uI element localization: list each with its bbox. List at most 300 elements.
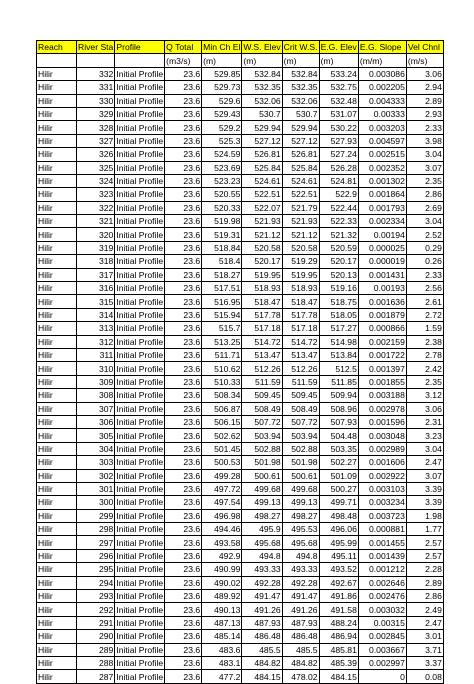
- table-cell: 289: [77, 643, 115, 656]
- table-row: [37, 670, 444, 683]
- table-cell: 313: [77, 322, 115, 335]
- table-cell: 508.49: [242, 402, 282, 415]
- table-cell: 514.98: [319, 335, 358, 348]
- table-cell: 520.33: [202, 201, 242, 214]
- table-cell: 515.94: [202, 308, 242, 321]
- table-cell: 515.7: [202, 322, 242, 335]
- table-cell: 529.43: [202, 107, 242, 120]
- table-cell: (m): [202, 54, 242, 67]
- table-row: [37, 174, 444, 187]
- table-cell: 320: [77, 228, 115, 241]
- table-cell: Hilir: [37, 469, 77, 482]
- table-cell: 23.6: [165, 335, 202, 348]
- table-cell: 532.06: [242, 94, 282, 107]
- table-cell: 0.00315: [358, 616, 406, 629]
- table-cell: 0.003032: [358, 603, 406, 616]
- table-row: [37, 442, 444, 455]
- table-cell: 487.13: [202, 616, 242, 629]
- table-cell: 499.68: [242, 482, 282, 495]
- table-cell: Hilir: [37, 201, 77, 214]
- table-cell: 495.11: [319, 549, 358, 562]
- table-cell: 303: [77, 456, 115, 469]
- table-cell: 520.55: [202, 188, 242, 201]
- table-cell: 2.28: [406, 563, 443, 576]
- table-cell: 517.18: [242, 322, 282, 335]
- table-cell: 486.48: [282, 630, 319, 643]
- table-cell: 524.61: [282, 174, 319, 187]
- table-cell: 2.31: [406, 415, 443, 428]
- table-cell: 0.001793: [358, 201, 406, 214]
- table-cell: 23.6: [165, 94, 202, 107]
- table-cell: 304: [77, 442, 115, 455]
- table-cell: 477.2: [202, 670, 242, 683]
- table-cell: 520.17: [319, 255, 358, 268]
- table-cell: 491.26: [242, 603, 282, 616]
- table-cell: 23.6: [165, 148, 202, 161]
- table-cell: 306: [77, 415, 115, 428]
- table-cell: 522.44: [319, 201, 358, 214]
- table-cell: 487.93: [242, 616, 282, 629]
- table-cell: 301: [77, 482, 115, 495]
- table-row: [37, 322, 444, 335]
- table-cell: 0.002159: [358, 335, 406, 348]
- table-cell: Initial Profile: [116, 390, 164, 401]
- table-cell: 499.13: [282, 496, 319, 509]
- table-cell: 520.58: [242, 241, 282, 254]
- table-cell: 0.003667: [358, 643, 406, 656]
- table-cell: (m): [319, 54, 358, 67]
- table-cell: 23.6: [165, 134, 202, 147]
- table-cell: 517.78: [282, 308, 319, 321]
- table-cell: 519.29: [282, 255, 319, 268]
- table-cell: 0.001212: [358, 563, 406, 576]
- table-cell: Hilir: [37, 134, 77, 147]
- table-cell: 486.94: [319, 630, 358, 643]
- table-cell: Hilir: [37, 496, 77, 509]
- table-cell: 521.12: [282, 228, 319, 241]
- table-cell: Hilir: [37, 482, 77, 495]
- table-cell: 485.5: [282, 643, 319, 656]
- table-cell: Initial Profile: [116, 229, 164, 240]
- table-cell: 314: [77, 308, 115, 321]
- table-cell: 495.53: [282, 523, 319, 536]
- table-cell: 3.07: [406, 161, 443, 174]
- table-cell: 0.001879: [358, 308, 406, 321]
- table-row: [37, 429, 444, 442]
- table-cell: 23.6: [165, 268, 202, 281]
- table-cell: 491.47: [242, 590, 282, 603]
- table-cell: 2.56: [406, 282, 443, 295]
- table-cell: Initial Profile: [116, 577, 164, 588]
- table-cell: 521.12: [242, 228, 282, 241]
- table-cell: 508.96: [319, 402, 358, 415]
- table-body: [37, 41, 444, 684]
- table-cell: Reach: [37, 41, 77, 54]
- table-cell: 23.6: [165, 429, 202, 442]
- table-cell: 518.47: [242, 295, 282, 308]
- table-cell: 0.002334: [358, 215, 406, 228]
- table-row: [37, 282, 444, 295]
- table-cell: 308: [77, 389, 115, 402]
- table-cell: 327: [77, 134, 115, 147]
- table-cell: Initial Profile: [116, 323, 164, 334]
- table-cell: Hilir: [37, 335, 77, 348]
- table-cell: Hilir: [37, 268, 77, 281]
- table-cell: 309: [77, 375, 115, 388]
- table-cell: 0.000881: [358, 523, 406, 536]
- table-row: [37, 415, 444, 428]
- table-cell: 502.27: [319, 456, 358, 469]
- table-cell: 0.001431: [358, 268, 406, 281]
- table-cell: 512.5: [319, 362, 358, 375]
- table-cell: 511.59: [282, 375, 319, 388]
- table-cell: 0.001439: [358, 549, 406, 562]
- table-cell: Initial Profile: [116, 189, 164, 200]
- table-cell: 513.47: [282, 348, 319, 361]
- table-cell: 484.82: [242, 656, 282, 669]
- table-cell: 485.14: [202, 630, 242, 643]
- header-row: [37, 41, 444, 54]
- table-cell: Hilir: [37, 402, 77, 415]
- table-cell: 2.35: [406, 375, 443, 388]
- table-row: [37, 616, 444, 629]
- table-cell: 23.6: [165, 201, 202, 214]
- table-cell: 299: [77, 509, 115, 522]
- table-row: [37, 523, 444, 536]
- table-cell: 319: [77, 241, 115, 254]
- table-cell: Min Ch El: [203, 42, 241, 53]
- table-cell: 23.6: [165, 295, 202, 308]
- table-cell: 326: [77, 148, 115, 161]
- table-row: [37, 389, 444, 402]
- table-cell: 518.75: [319, 295, 358, 308]
- table-cell: 510.33: [202, 375, 242, 388]
- table-cell: Hilir: [37, 215, 77, 228]
- table-cell: 511.59: [242, 375, 282, 388]
- table-cell: 503.94: [242, 429, 282, 442]
- table-cell: 2.89: [406, 576, 443, 589]
- table-cell: 520.58: [282, 241, 319, 254]
- table-cell: 23.6: [165, 536, 202, 549]
- table-cell: 0.001302: [358, 174, 406, 187]
- table-cell: Initial Profile: [116, 68, 164, 79]
- table-cell: Hilir: [37, 442, 77, 455]
- table-cell: Initial Profile: [116, 631, 164, 642]
- table-cell: Initial Profile: [116, 135, 164, 146]
- table-cell: 0.001855: [358, 375, 406, 388]
- table-cell: 325: [77, 161, 115, 174]
- table-cell: (m/s): [406, 54, 443, 67]
- table-cell: 330: [77, 94, 115, 107]
- table-cell: 492.28: [282, 576, 319, 589]
- table-cell: 0.002646: [358, 576, 406, 589]
- table-cell: 496.98: [202, 509, 242, 522]
- table-cell: W.S. Elev: [243, 42, 281, 53]
- table-cell: 23.6: [165, 590, 202, 603]
- table-cell: 0.29: [406, 241, 443, 254]
- table-cell: 23.6: [165, 549, 202, 562]
- table-cell: Initial Profile: [116, 269, 164, 280]
- table-row: [37, 134, 444, 147]
- table-cell: 532.75: [319, 81, 358, 94]
- table-cell: 288: [77, 656, 115, 669]
- table-cell: Hilir: [37, 389, 77, 402]
- table-cell: 3.39: [406, 482, 443, 495]
- table-cell: 525.84: [242, 161, 282, 174]
- table-cell: 500.61: [242, 469, 282, 482]
- table-cell: Initial Profile: [116, 430, 164, 441]
- table-cell: 516.95: [202, 295, 242, 308]
- table-cell: 519.16: [319, 282, 358, 295]
- table-cell: 496.06: [319, 523, 358, 536]
- table-cell: 300: [77, 496, 115, 509]
- table-cell: 522.9: [319, 188, 358, 201]
- table-cell: Hilir: [37, 295, 77, 308]
- table-row: [37, 402, 444, 415]
- table-cell: 324: [77, 174, 115, 187]
- table-cell: Hilir: [37, 67, 77, 80]
- table-cell: 293: [77, 590, 115, 603]
- table-cell: 517.78: [242, 308, 282, 321]
- table-cell: 23.6: [165, 322, 202, 335]
- table-cell: 490.99: [202, 563, 242, 576]
- table-cell: 2.42: [406, 362, 443, 375]
- table-cell: 23.6: [165, 255, 202, 268]
- table-cell: 532.48: [319, 94, 358, 107]
- table-cell: 519.95: [242, 268, 282, 281]
- table-cell: 0.001455: [358, 536, 406, 549]
- table-row: [37, 308, 444, 321]
- table-cell: 0.001636: [358, 295, 406, 308]
- table-cell: Hilir: [37, 94, 77, 107]
- table-cell: 527.12: [242, 134, 282, 147]
- table-cell: 503.94: [282, 429, 319, 442]
- table-cell: 493.52: [319, 563, 358, 576]
- table-row: [37, 482, 444, 495]
- table-cell: 529.85: [202, 67, 242, 80]
- table-cell: 23.6: [165, 228, 202, 241]
- table-cell: 0.000019: [358, 255, 406, 268]
- table-cell: Initial Profile: [116, 470, 164, 481]
- table-cell: 501.45: [202, 442, 242, 455]
- table-cell: Initial Profile: [116, 551, 164, 562]
- table-cell: 519.98: [202, 215, 242, 228]
- table-cell: 532.84: [282, 67, 319, 80]
- table-cell: 530.7: [242, 107, 282, 120]
- table-cell: Initial Profile: [116, 95, 164, 106]
- table-cell: 498.48: [319, 509, 358, 522]
- table-row: [37, 94, 444, 107]
- table-cell: 499.13: [242, 496, 282, 509]
- table-cell: 498.27: [242, 509, 282, 522]
- table-cell: 23.6: [165, 469, 202, 482]
- table-cell: 332: [77, 67, 115, 80]
- table-row: [37, 215, 444, 228]
- table-cell: 23.6: [165, 188, 202, 201]
- table-cell: 522.07: [242, 201, 282, 214]
- table-cell: 485.5: [242, 643, 282, 656]
- table-cell: Hilir: [37, 148, 77, 161]
- table-cell: 297: [77, 536, 115, 549]
- table-cell: 508.49: [282, 402, 319, 415]
- table-cell: 317: [77, 268, 115, 281]
- table-cell: 509.45: [282, 389, 319, 402]
- table-cell: Initial Profile: [116, 644, 164, 655]
- table-cell: 513.84: [319, 348, 358, 361]
- table-cell: 3.37: [406, 656, 443, 669]
- table-cell: Hilir: [37, 630, 77, 643]
- table-cell: 2.38: [406, 335, 443, 348]
- table-cell: 523.23: [202, 174, 242, 187]
- table-cell: 497.72: [202, 482, 242, 495]
- table-cell: 0.001606: [358, 456, 406, 469]
- table-cell: 2.49: [406, 603, 443, 616]
- table-cell: Initial Profile: [116, 162, 164, 173]
- table-cell: 509.94: [319, 389, 358, 402]
- table-cell: 521.32: [319, 228, 358, 241]
- table-cell: 23.6: [165, 509, 202, 522]
- table-cell: 23.6: [165, 375, 202, 388]
- table-cell: 491.86: [319, 590, 358, 603]
- table-cell: 0.08: [406, 670, 443, 683]
- table-cell: 487.93: [282, 616, 319, 629]
- table-row: [37, 107, 444, 120]
- table-cell: 518.93: [282, 282, 319, 295]
- table-cell: 527.24: [319, 148, 358, 161]
- table-cell: 23.6: [165, 643, 202, 656]
- table-cell: 0.003188: [358, 389, 406, 402]
- table-cell: 485.81: [319, 643, 358, 656]
- table-cell: Q Total: [165, 41, 202, 54]
- table-cell: Hilir: [37, 656, 77, 669]
- table-cell: 532.35: [282, 81, 319, 94]
- table-cell: 518.4: [202, 255, 242, 268]
- table-cell: 517.27: [319, 322, 358, 335]
- table-cell: 23.6: [165, 456, 202, 469]
- table-row: [37, 228, 444, 241]
- table-cell: Hilir: [37, 523, 77, 536]
- table-row: [37, 563, 444, 576]
- table-cell: 533.24: [319, 67, 358, 80]
- table-cell: Hilir: [37, 590, 77, 603]
- table-cell: E.G. Slope: [358, 41, 406, 54]
- table-cell: 483.1: [202, 656, 242, 669]
- table-cell: 0.004597: [358, 134, 406, 147]
- table-cell: 517.18: [282, 322, 319, 335]
- table-cell: 0: [358, 670, 406, 683]
- table-cell: Initial Profile: [116, 149, 164, 160]
- table-cell: 2.93: [406, 107, 443, 120]
- table-cell: 501.09: [319, 469, 358, 482]
- table-cell: Hilir: [37, 375, 77, 388]
- table-cell: 331: [77, 81, 115, 94]
- table-cell: 3.04: [406, 442, 443, 455]
- table-cell: Hilir: [37, 536, 77, 549]
- table-cell: 529.73: [202, 81, 242, 94]
- table-cell: 2.57: [406, 536, 443, 549]
- table-cell: 3.07: [406, 469, 443, 482]
- table-cell: Initial Profile: [116, 510, 164, 521]
- table-cell: 294: [77, 576, 115, 589]
- table-cell: 522.51: [282, 188, 319, 201]
- table-cell: Initial Profile: [116, 363, 164, 374]
- table-cell: 0.001596: [358, 415, 406, 428]
- table-cell: 307: [77, 402, 115, 415]
- table-cell: 1.77: [406, 523, 443, 536]
- table-cell: 23.6: [165, 616, 202, 629]
- table-cell: 23.6: [165, 402, 202, 415]
- table-cell: Initial Profile: [116, 457, 164, 468]
- table-cell: 526.28: [319, 161, 358, 174]
- table-cell: Initial Profile: [116, 417, 164, 428]
- table-cell: 290: [77, 630, 115, 643]
- table-cell: Initial Profile: [116, 443, 164, 454]
- table-row: [37, 576, 444, 589]
- table-cell: 23.6: [165, 174, 202, 187]
- table-cell: Hilir: [37, 282, 77, 295]
- table-cell: 491.58: [319, 603, 358, 616]
- table-cell: 494.8: [242, 549, 282, 562]
- table-cell: 296: [77, 549, 115, 562]
- table-cell: 531.07: [319, 107, 358, 120]
- table-cell: 529.2: [202, 121, 242, 134]
- table-cell: 0.003103: [358, 482, 406, 495]
- table-cell: 495.9: [242, 523, 282, 536]
- table-cell: Hilir: [37, 643, 77, 656]
- table-cell: 486.48: [242, 630, 282, 643]
- table-cell: 0.004333: [358, 94, 406, 107]
- table-cell: 321: [77, 215, 115, 228]
- table-row: [37, 268, 444, 281]
- table-cell: 514.72: [282, 335, 319, 348]
- table-cell: 524.81: [319, 174, 358, 187]
- table-cell: 488.24: [319, 616, 358, 629]
- table-cell: 292: [77, 603, 115, 616]
- table-cell: 3.98: [406, 134, 443, 147]
- table-cell: 532.35: [242, 81, 282, 94]
- table-cell: 499.68: [282, 482, 319, 495]
- table-cell: 521.93: [242, 215, 282, 228]
- table-cell: 530.7: [282, 107, 319, 120]
- table-cell: 506.87: [202, 402, 242, 415]
- table-cell: 526.81: [242, 148, 282, 161]
- table-cell: [77, 54, 115, 67]
- table-cell: Initial Profile: [116, 82, 164, 93]
- table-cell: 2.86: [406, 590, 443, 603]
- table-cell: 518.93: [242, 282, 282, 295]
- table-cell: 0.001864: [358, 188, 406, 201]
- table-cell: 493.33: [282, 563, 319, 576]
- table-cell: 510.62: [202, 362, 242, 375]
- table-cell: 2.57: [406, 549, 443, 562]
- table-cell: (m/m): [358, 54, 406, 67]
- table-cell: 507.72: [282, 415, 319, 428]
- table-cell: Hilir: [37, 415, 77, 428]
- table-cell: 23.6: [165, 670, 202, 683]
- table-cell: 530.22: [319, 121, 358, 134]
- table-cell: 23.6: [165, 496, 202, 509]
- table-cell: 506.15: [202, 415, 242, 428]
- table-cell: Initial Profile: [116, 484, 164, 495]
- table-cell: 23.6: [165, 442, 202, 455]
- table-cell: 492.9: [202, 549, 242, 562]
- table-cell: [115, 54, 165, 67]
- table-row: [37, 362, 444, 375]
- table-cell: 507.93: [319, 415, 358, 428]
- table-cell: Hilir: [37, 549, 77, 562]
- table-row: [37, 496, 444, 509]
- table-cell: 3.71: [406, 643, 443, 656]
